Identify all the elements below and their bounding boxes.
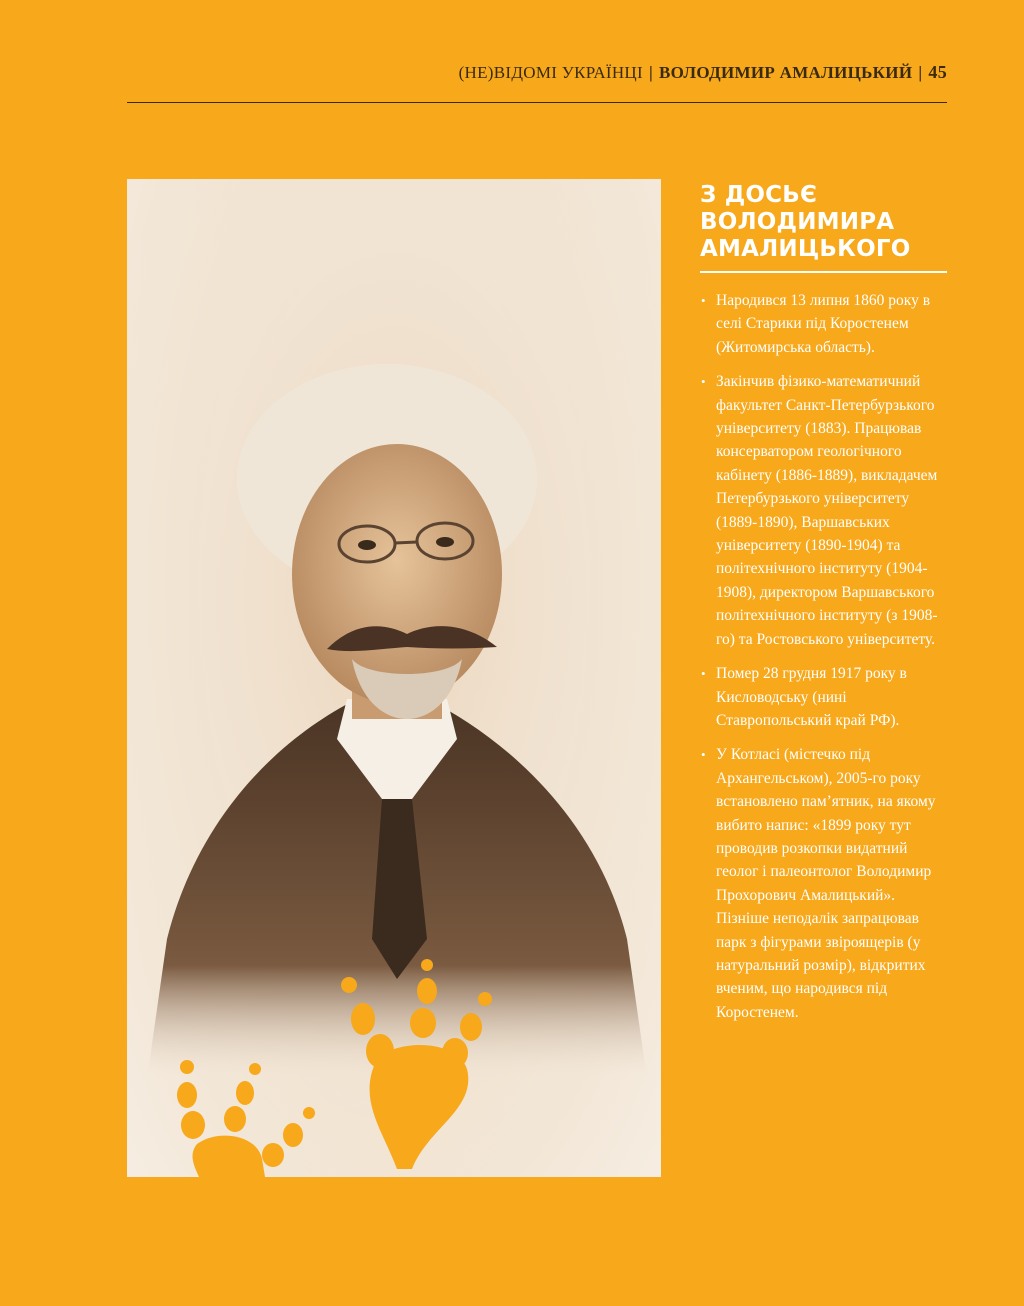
sidebar-title-line: АМАЛИЦЬКОГО [700,236,911,262]
header-separator-2: | [918,63,923,82]
sidebar-title-line: ВОЛОДИМИРА [700,209,895,235]
fact-item: • У Котласі (містечко під Архангельськом), 2005-го року встановлено пам’ятник, на якому вибито напис: «1899 року тут проводив розкопки видатний геолог і палеонтолог Володимир Прохорович Амалицький». Пізніше неподалік запрацював парк з фігурами звіроящерів (у натуральний розмір), відкритих вченим, що народився під Коростенем. [700,743,950,1024]
facts-list [700,289,950,1035]
fact-item: • Народився 13 липня 1860 року в селі Старики під Коростенем (Житомирська область). [700,289,950,359]
fact-item: • Закінчив фізико-математичний факультет Санкт-Петербурзького університету (1883). Працював консерватором геологічного кабінету (1886-1889), викладачем Петербурзького університету (1889-1890), Варшавських університету (1890-1904) та політехнічного інституту (1904-1908), директором Варшавського політехнічного інституту (з 1908-го) та Ростовського університету. [700,370,950,651]
header-separator: | [648,63,654,82]
running-header [127,62,947,83]
portrait-photo [127,179,661,1177]
page-number: 45 [928,62,947,82]
header-rule [127,102,947,103]
sidebar-rule [700,271,947,273]
portrait-illustration [127,179,661,1177]
fact-item: • Помер 28 грудня 1917 року в Кисловодську (нині Ставропольський край РФ). [700,662,950,732]
header-person-name: ВОЛОДИМИР АМАЛИЦЬКИЙ [659,63,913,82]
sidebar-title [700,182,950,263]
sidebar-title-line: З ДОСЬЄ [700,182,818,208]
series-title: (НЕ)ВІДОМІ УКРАЇНЦІ [458,63,643,82]
